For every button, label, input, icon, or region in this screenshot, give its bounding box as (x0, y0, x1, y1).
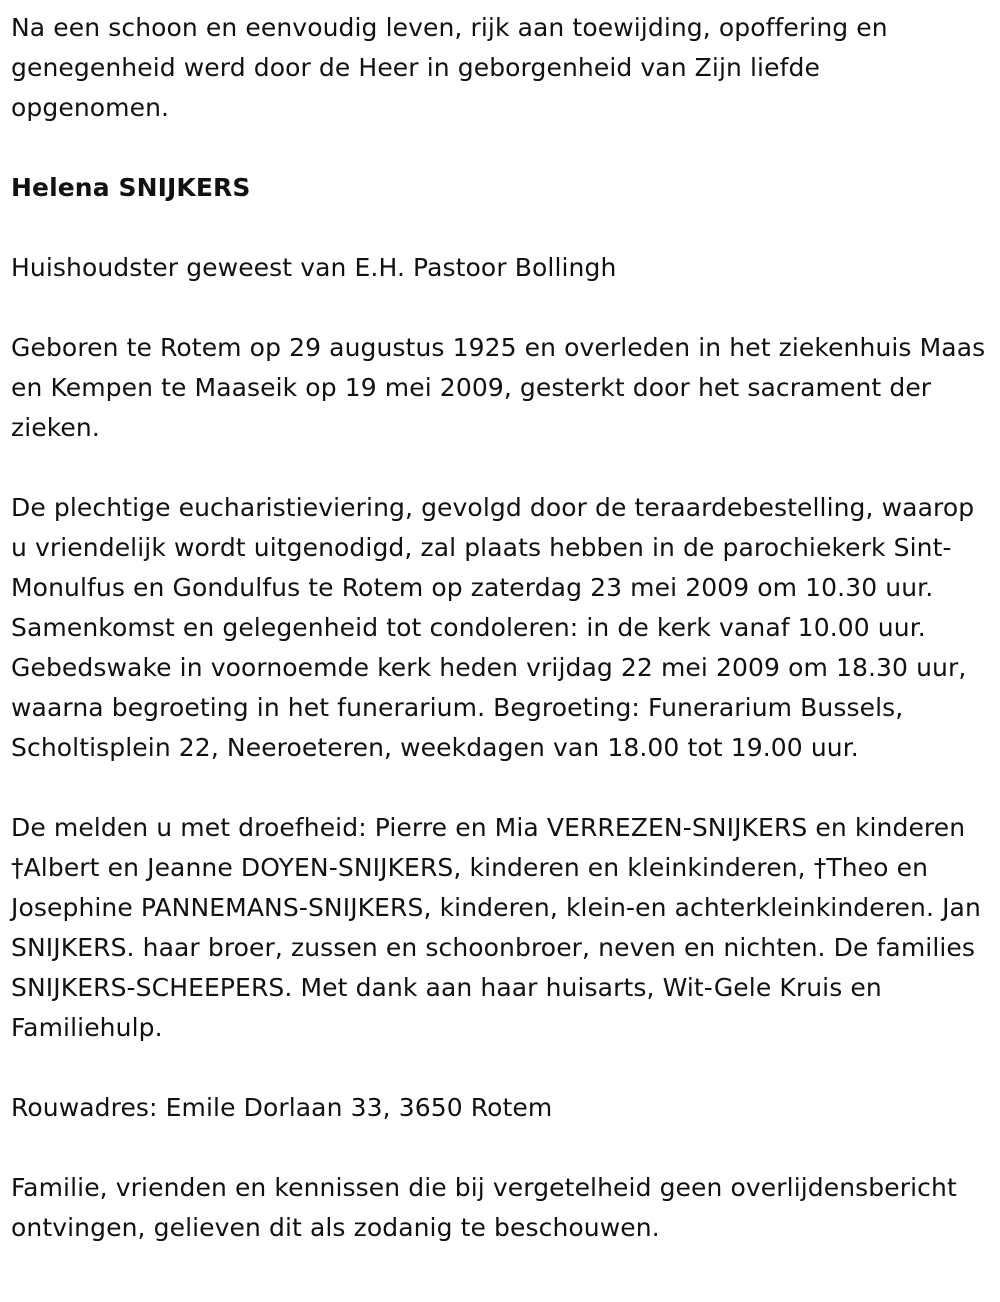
cross-icon: † (813, 853, 827, 882)
birth-death-paragraph: Geboren te Rotem op 29 augustus 1925 en overleden in het ziekenhuis Maas en Kempen te Maaseik op 19 mei 2009, gesterkt door het sacrament der zieken. (11, 333, 986, 442)
cross-icon: † (11, 853, 24, 882)
mourners-text-3: Theo en Josephine PANNEMANS-SNIJKERS, kinderen, klein-en achterkleinkinderen. Jan SNIJKERS. haar broer, zussen en schoonbroer, neven en nichten. De families SNIJKERS-SCHEEPERS. Met dank aan haar huisarts, Wit-Gele Kruis en Familiehulp. (11, 853, 981, 1042)
occupation-paragraph: Huishoudster geweest van E.H. Pastoor Bollingh (11, 253, 617, 282)
mourners-text-2: Albert en Jeanne DOYEN-SNIJKERS, kinderen en kleinkinderen, (23, 853, 814, 882)
ceremony-paragraph: De plechtige eucharistieviering, gevolgd door de teraardebestelling, waarop u vriendelijk wordt uitgenodigd, zal plaats hebben in de parochiekerk Sint-Monulfus en Gondulfus te Rotem op zaterdag 23 mei 2009 om 10.30 uur. Samenkomst en gelegenheid tot condoleren: in de kerk vanaf 10.00 uur. Gebedswake in voornoemde kerk heden vrijdag 22 mei 2009 om 18.30 uur, waarna begroeting in het funerarium. Begroeting: Funerarium Bussels, Scholtisplein 22, Neeroeteren, weekdagen van 18.00 tot 19.00 uur. (11, 493, 975, 762)
intro-paragraph: Na een schoon en eenvoudig leven, rijk aan toewijding, opoffering en genegenheid werd door de Heer in geborgenheid van Zijn liefde opgenomen. (11, 13, 888, 122)
deceased-name: Helena SNIJKERS (11, 173, 251, 202)
death-notice (11, 8, 986, 1248)
mourners-paragraph (11, 808, 986, 1048)
address-paragraph: Rouwadres: Emile Dorlaan 33, 3650 Rotem (11, 1093, 553, 1122)
closing-paragraph: Familie, vrienden en kennissen die bij vergetelheid geen overlijdensbericht ontvingen, gelieven dit als zodanig te beschouwen. (11, 1173, 957, 1242)
mourners-text-1: De melden u met droefheid: Pierre en Mia VERREZEN-SNIJKERS en kinderen (11, 813, 966, 842)
